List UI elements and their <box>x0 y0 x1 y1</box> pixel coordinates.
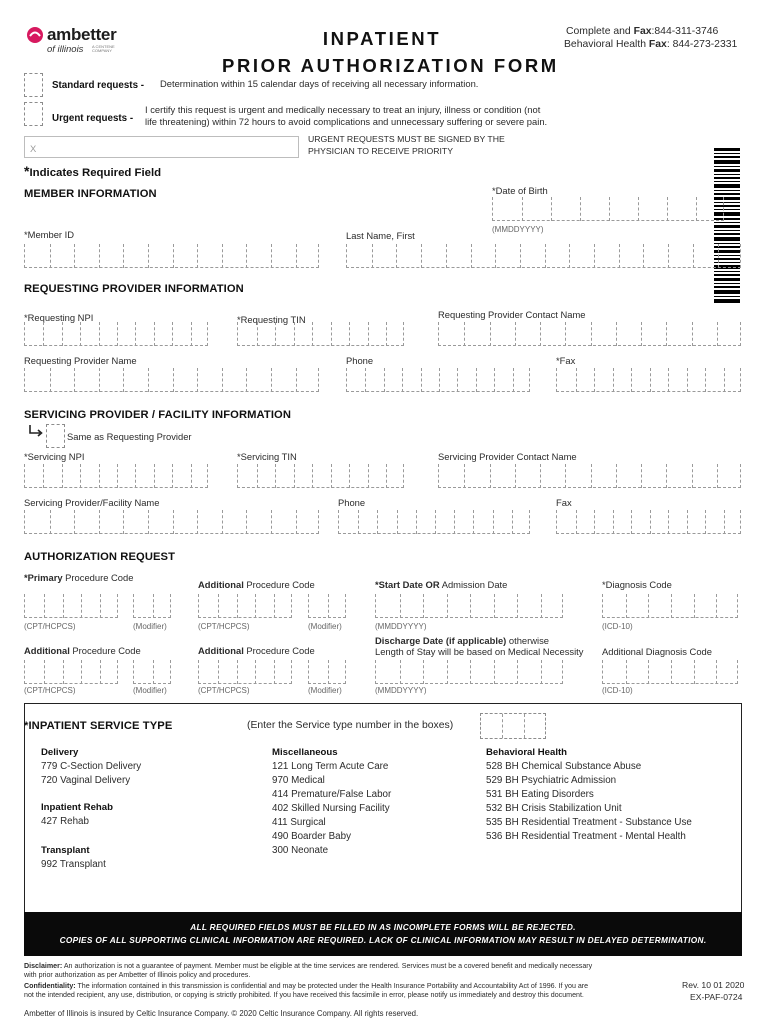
svc-name-label: Servicing Provider/Facility Name <box>24 497 160 508</box>
diagnosis-input[interactable] <box>602 594 738 618</box>
modifier-hint-2: (Modifier) <box>308 622 342 631</box>
contact-line-1: Complete and Fax:844-311-3746 <box>566 26 719 37</box>
bh-item: 529 BH Psychiatric Admission <box>486 775 617 786</box>
same-as-requesting-checkbox[interactable] <box>46 424 65 448</box>
svc-tin-label: *Servicing TIN <box>237 451 297 462</box>
delivery-heading: Delivery <box>41 747 79 758</box>
arrow-turn-icon <box>28 424 44 438</box>
discharge-label-2: Length of Stay will be based on Medical Necessity <box>375 646 584 657</box>
misc-item: 300 Neonate <box>272 845 329 856</box>
misc-item: 490 Boarder Baby <box>272 831 351 842</box>
notice-line-2: COPIES OF ALL SUPPORTING CLINICAL INFORMATION ARE REQUIRED. LACK OF CLINICAL INFORMATION MAY RESULT IN DELAYED DETERMINATION. <box>59 935 707 945</box>
req-phone-label: Phone <box>346 355 374 366</box>
discharge-date-input[interactable] <box>375 660 563 684</box>
signature-placeholder: X <box>30 143 37 154</box>
disclaimer-line-2: with prior authorization as per Ambetter of Illinois policy and procedures. <box>24 971 251 979</box>
standard-text: Determination within 15 calendar days of receiving all necessary information. <box>160 78 479 89</box>
member-id-label: *Member ID <box>24 229 75 240</box>
svc-name-input[interactable] <box>24 510 319 534</box>
urgent-note-1: URGENT REQUESTS MUST BE SIGNED BY THE <box>308 134 505 144</box>
misc-heading: Miscellaneous <box>272 747 338 758</box>
member-name-input[interactable] <box>346 244 741 268</box>
svc-npi-input[interactable] <box>24 464 208 488</box>
req-fax-input[interactable] <box>556 368 741 392</box>
mmddyyyy-hint-1: (MMDDYYYY) <box>375 622 427 631</box>
req-phone-input[interactable] <box>346 368 530 392</box>
notice-line-1: ALL REQUIRED FIELDS MUST BE FILLED IN AS INCOMPLETE FORMS WILL BE REJECTED. <box>190 922 576 932</box>
logo-sub: of illinois <box>47 44 84 55</box>
svc-tin-input[interactable] <box>237 464 404 488</box>
cpt-hint-3: (CPT/HCPCS) <box>24 686 76 695</box>
dob-label: *Date of Birth <box>492 185 548 196</box>
cpt-hint-2: (CPT/HCPCS) <box>198 622 250 631</box>
svc-fax-label: Fax <box>556 497 572 508</box>
additional-code-label-3: Additional Procedure Code <box>198 645 315 656</box>
contact-line-2: Behavioral Health Fax: 844-273-2331 <box>564 39 738 50</box>
req-name-label: Requesting Provider Name <box>24 355 137 366</box>
bh-item: 528 BH Chemical Substance Abuse <box>486 761 642 772</box>
member-heading: MEMBER INFORMATION <box>24 188 157 200</box>
urgent-text-1: I certify this request is urgent and medically necessary to treat an injury, illness or condition (not <box>145 104 541 115</box>
modifier-hint-1: (Modifier) <box>133 622 167 631</box>
service-type-instruction: (Enter the Service type number in the boxes) <box>247 720 454 731</box>
servicing-heading: SERVICING PROVIDER / FACILITY INFORMATION <box>24 409 292 421</box>
barcode <box>714 148 740 303</box>
misc-item: 970 Medical <box>272 775 325 786</box>
required-note: *Indicates Required Field <box>24 163 162 179</box>
req-name-input[interactable] <box>24 368 319 392</box>
urgent-label: Urgent requests - <box>52 113 134 124</box>
start-date-label: *Start Date OR Admission Date <box>375 579 508 590</box>
req-contact-input[interactable] <box>438 322 741 346</box>
rehab-heading: Inpatient Rehab <box>41 802 113 813</box>
req-fax-label: *Fax <box>556 355 576 366</box>
standard-request-checkbox[interactable] <box>24 73 43 97</box>
misc-item: 402 Skilled Nursing Facility <box>272 803 390 814</box>
additional-modifier-input-3[interactable] <box>308 660 346 684</box>
additional-modifier-input-1[interactable] <box>308 594 346 618</box>
cpt-hint-4: (CPT/HCPCS) <box>198 686 250 695</box>
service-type-input[interactable] <box>480 713 546 739</box>
rehab-item: 427 Rehab <box>41 816 89 827</box>
start-date-input[interactable] <box>375 594 563 618</box>
modifier-hint-4: (Modifier) <box>308 686 342 695</box>
bh-item: 535 BH Residential Treatment - Substance Use <box>486 817 692 828</box>
urgent-text-2: life threatening) within 72 hours to avoid complications and unnecessary suffering or severe pain. <box>145 116 548 127</box>
transplant-heading: Transplant <box>41 845 90 856</box>
additional-code-label-2: Additional Procedure Code <box>24 645 141 656</box>
modifier-hint-3: (Modifier) <box>133 686 167 695</box>
dob-hint: (MMDDYYYY) <box>492 225 544 234</box>
mmddyyyy-hint-2: (MMDDYYYY) <box>375 686 427 695</box>
member-id-input[interactable] <box>24 244 319 268</box>
additional-modifier-input-2[interactable] <box>133 660 171 684</box>
urgent-request-checkbox[interactable] <box>24 102 43 126</box>
signature-field[interactable] <box>24 136 299 158</box>
misc-item: 121 Long Term Acute Care <box>272 761 389 772</box>
requesting-heading: REQUESTING PROVIDER INFORMATION <box>24 283 244 295</box>
ambetter-logo <box>26 24 136 60</box>
req-tin-input[interactable] <box>237 322 404 346</box>
title-line1: INPATIENT <box>322 28 442 49</box>
additional-diagnosis-input[interactable] <box>602 660 738 684</box>
logo-circle-icon <box>26 26 44 44</box>
additional-cpt-input-1[interactable] <box>198 594 292 618</box>
req-contact-label: Requesting Provider Contact Name <box>438 309 586 320</box>
primary-code-label: *Primary Procedure Code <box>24 572 134 583</box>
additional-cpt-input-2[interactable] <box>24 660 118 684</box>
logo-tag: A CENTENE COMPANY <box>92 44 115 54</box>
delivery-item: 720 Vaginal Delivery <box>41 775 131 786</box>
title-line2: PRIOR AUTHORIZATION FORM <box>222 55 559 76</box>
req-npi-label: *Requesting NPI <box>24 312 94 323</box>
cpt-hint-1: (CPT/HCPCS) <box>24 622 76 631</box>
urgent-note-2: PHYSICIAN TO RECEIVE PRIORITY <box>308 146 453 156</box>
standard-label: Standard requests - <box>52 80 145 91</box>
primary-cpt-input[interactable] <box>24 594 118 618</box>
icd-hint-2: (ICD-10) <box>602 686 633 695</box>
misc-item: 414 Premature/False Labor <box>272 789 392 800</box>
icd-hint-1: (ICD-10) <box>602 622 633 631</box>
member-name-label: Last Name, First <box>346 230 415 241</box>
svc-phone-input[interactable] <box>338 510 530 534</box>
bh-item: 531 BH Eating Disorders <box>486 789 594 800</box>
dob-input[interactable] <box>492 197 724 221</box>
svc-fax-input[interactable] <box>556 510 741 534</box>
misc-item: 411 Surgical <box>272 817 326 828</box>
diagnosis-label: *Diagnosis Code <box>602 579 672 590</box>
svc-phone-label: Phone <box>338 497 366 508</box>
delivery-item: 779 C-Section Delivery <box>41 761 142 772</box>
insured-line: Ambetter of Illinois is insured by Celtic Insurance Company. © 2020 Celtic Insurance Company. All rights reserved. <box>24 1009 419 1018</box>
confidentiality-line-2: not the intended recipient, any use, distribution, or copying is strictly prohibited. If you have received this facsimile in error, please notify us immediately and destroy this document. <box>24 991 584 999</box>
additional-cpt-input-3[interactable] <box>198 660 292 684</box>
disclaimer-line-1: Disclaimer: An authorization is not a guarantee of payment. Member must be eligible at the time services are rendered. Services must be a covered benefit and medically necessary <box>24 962 593 970</box>
req-tin-label: *Requesting TIN <box>237 314 306 325</box>
svc-npi-label: *Servicing NPI <box>24 451 85 462</box>
auth-heading: AUTHORIZATION REQUEST <box>24 551 176 563</box>
primary-modifier-input[interactable] <box>133 594 171 618</box>
additional-code-label-1: Additional Procedure Code <box>198 579 315 590</box>
svc-contact-input[interactable] <box>438 464 741 488</box>
service-type-heading: *INPATIENT SERVICE TYPE <box>24 720 173 732</box>
notice-band <box>24 912 742 956</box>
form-id: EX-PAF-0724 <box>690 992 743 1002</box>
discharge-label: Discharge Date (if applicable) otherwise <box>375 635 550 646</box>
bh-heading: Behavioral Health <box>486 747 568 758</box>
logo-brand: ambetter <box>47 25 117 44</box>
additional-diagnosis-label: Additional Diagnosis Code <box>602 646 712 657</box>
confidentiality-line-1: Confidentiality: The information contained in this transmission is confidential and may be protected under the Health Insurance Portability and Accountability Act of 1996. If you are <box>24 982 589 990</box>
transplant-item: 992 Transplant <box>41 859 106 870</box>
same-as-label: Same as Requesting Provider <box>67 431 192 442</box>
bh-item: 532 BH Crisis Stabilization Unit <box>486 803 622 814</box>
svc-contact-label: Servicing Provider Contact Name <box>438 451 577 462</box>
revision: Rev. 10 01 2020 <box>682 980 745 990</box>
bh-item: 536 BH Residential Treatment - Mental Health <box>486 831 686 842</box>
req-npi-input[interactable] <box>24 322 208 346</box>
